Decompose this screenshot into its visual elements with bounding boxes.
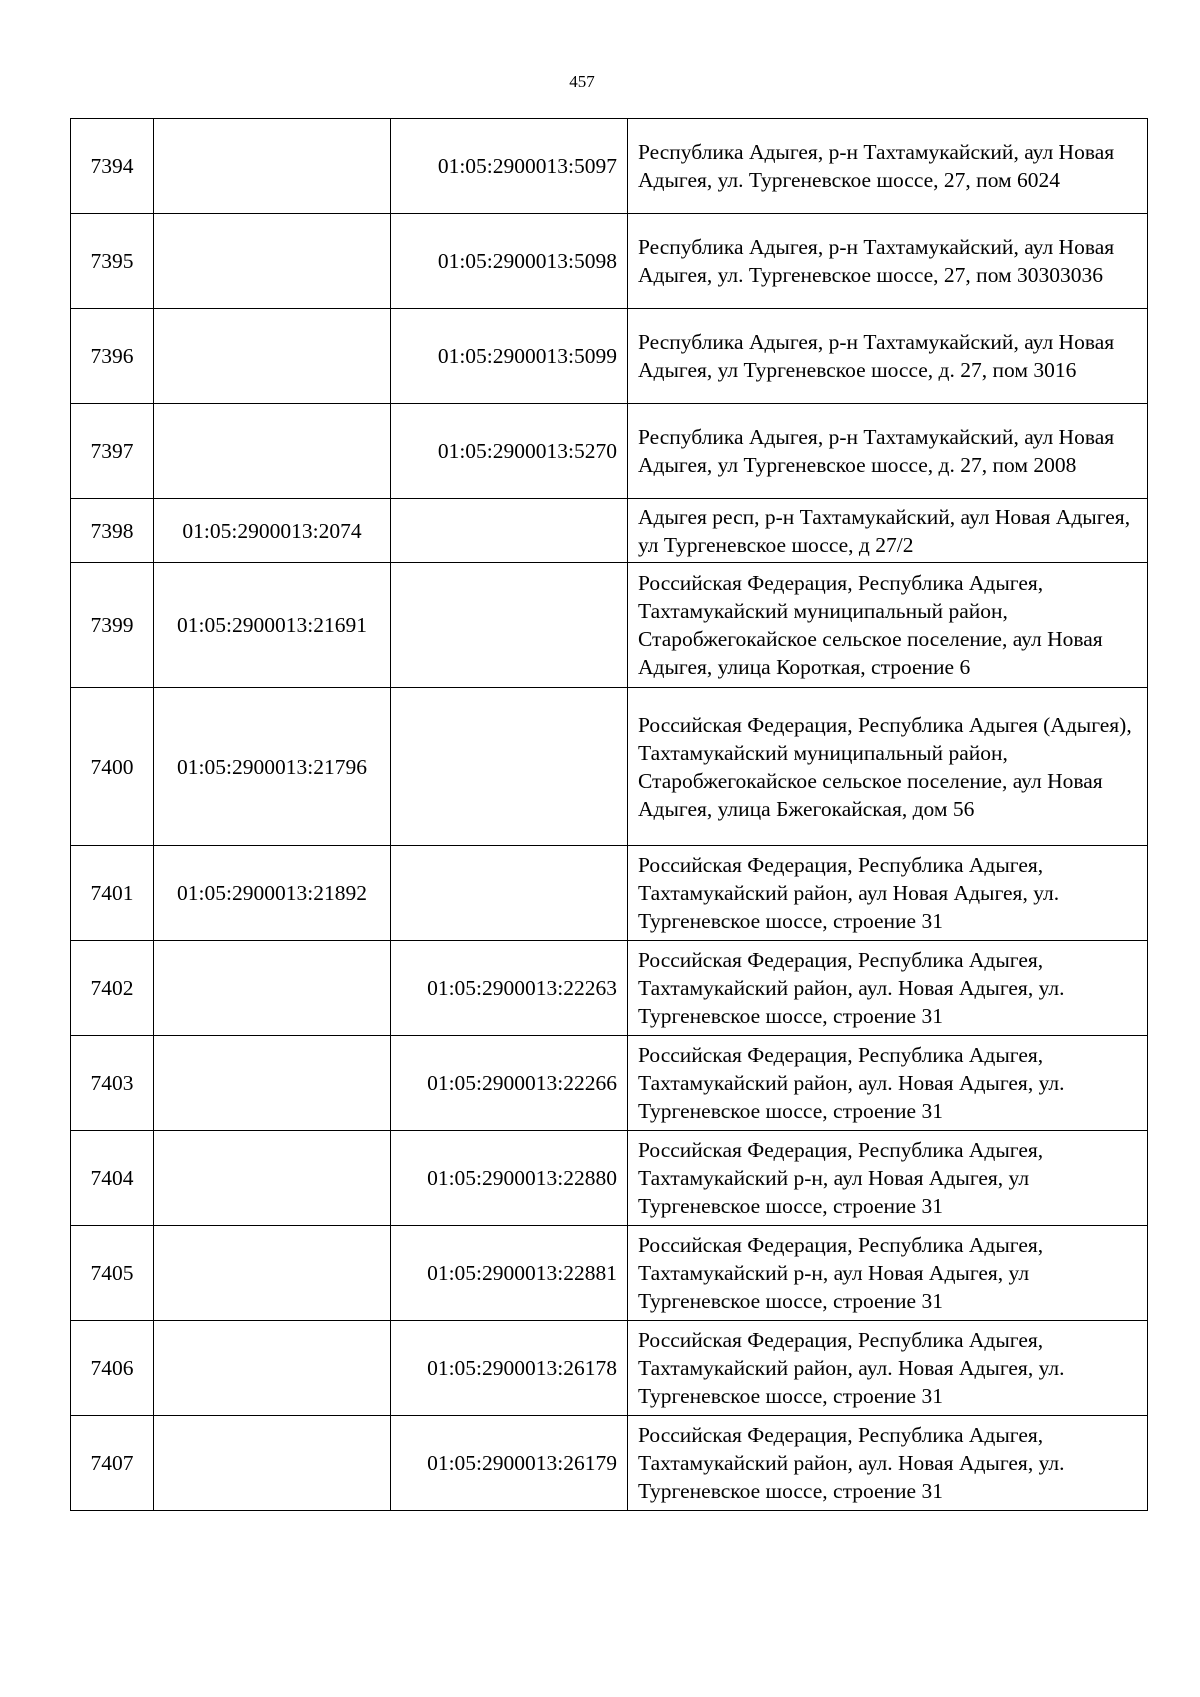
land-cadastral-number xyxy=(154,1036,391,1131)
land-cadastral-number: 01:05:2900013:21796 xyxy=(154,688,391,846)
row-number: 7403 xyxy=(71,1036,154,1131)
land-cadastral-number xyxy=(154,119,391,214)
building-cadastral-number xyxy=(391,499,628,563)
address: Адыгея респ, р-н Тахтамукайский, аул Новая Адыгея, ул Тургеневское шоссе, д 27/2 xyxy=(628,499,1148,563)
building-cadastral-number: 01:05:2900013:22263 xyxy=(391,941,628,1036)
address: Российская Федерация, Республика Адыгея, Тахтамукайский район, аул Новая Адыгея, ул. Тургеневское шоссе, строение 31 xyxy=(628,846,1148,941)
address: Российская Федерация, Республика Адыгея, Тахтамукайский р-н, аул Новая Адыгея, ул Тургеневское шоссе, строение 31 xyxy=(628,1226,1148,1321)
registry-table-body xyxy=(71,119,1148,1511)
land-cadastral-number: 01:05:2900013:2074 xyxy=(154,499,391,563)
building-cadastral-number: 01:05:2900013:22880 xyxy=(391,1131,628,1226)
building-cadastral-number: 01:05:2900013:22266 xyxy=(391,1036,628,1131)
building-cadastral-number xyxy=(391,563,628,688)
building-cadastral-number xyxy=(391,846,628,941)
land-cadastral-number: 01:05:2900013:21691 xyxy=(154,563,391,688)
building-cadastral-number: 01:05:2900013:26179 xyxy=(391,1416,628,1511)
table-row xyxy=(71,214,1148,309)
building-cadastral-number: 01:05:2900013:5098 xyxy=(391,214,628,309)
land-cadastral-number: 01:05:2900013:21892 xyxy=(154,846,391,941)
row-number: 7404 xyxy=(71,1131,154,1226)
building-cadastral-number xyxy=(391,688,628,846)
land-cadastral-number xyxy=(154,1226,391,1321)
address: Республика Адыгея, р-н Тахтамукайский, аул Новая Адыгея, ул Тургеневское шоссе, д. 27, пом 2008 xyxy=(628,404,1148,499)
row-number: 7399 xyxy=(71,563,154,688)
row-number: 7407 xyxy=(71,1416,154,1511)
table-row xyxy=(71,309,1148,404)
address: Российская Федерация, Республика Адыгея, Тахтамукайский район, аул. Новая Адыгея, ул. Тургеневское шоссе, строение 31 xyxy=(628,1416,1148,1511)
address: Республика Адыгея, р-н Тахтамукайский, аул Новая Адыгея, ул. Тургеневское шоссе, 27, пом 30303036 xyxy=(628,214,1148,309)
building-cadastral-number: 01:05:2900013:26178 xyxy=(391,1321,628,1416)
row-number: 7405 xyxy=(71,1226,154,1321)
address: Российская Федерация, Республика Адыгея, Тахтамукайский район, аул. Новая Адыгея, ул. Тургеневское шоссе, строение 31 xyxy=(628,1036,1148,1131)
row-number: 7395 xyxy=(71,214,154,309)
registry-table xyxy=(70,118,1148,1511)
row-number: 7394 xyxy=(71,119,154,214)
table-row xyxy=(71,688,1148,846)
table-row xyxy=(71,1416,1148,1511)
building-cadastral-number: 01:05:2900013:5099 xyxy=(391,309,628,404)
land-cadastral-number xyxy=(154,941,391,1036)
row-number: 7402 xyxy=(71,941,154,1036)
table-row xyxy=(71,404,1148,499)
building-cadastral-number: 01:05:2900013:5270 xyxy=(391,404,628,499)
table-row xyxy=(71,1226,1148,1321)
building-cadastral-number: 01:05:2900013:5097 xyxy=(391,119,628,214)
land-cadastral-number xyxy=(154,214,391,309)
land-cadastral-number xyxy=(154,1131,391,1226)
address: Республика Адыгея, р-н Тахтамукайский, аул Новая Адыгея, ул. Тургеневское шоссе, 27, пом 6024 xyxy=(628,119,1148,214)
land-cadastral-number xyxy=(154,1321,391,1416)
table-row xyxy=(71,563,1148,688)
table-row xyxy=(71,119,1148,214)
row-number: 7396 xyxy=(71,309,154,404)
row-number: 7400 xyxy=(71,688,154,846)
row-number: 7406 xyxy=(71,1321,154,1416)
address: Российская Федерация, Республика Адыгея, Тахтамукайский муниципальный район, Старобжегокайское сельское поселение, аул Новая Адыгея, улица Короткая, строение 6 xyxy=(628,563,1148,688)
table-row xyxy=(71,1036,1148,1131)
address: Российская Федерация, Республика Адыгея, Тахтамукайский район, аул. Новая Адыгея, ул. Тургеневское шоссе, строение 31 xyxy=(628,1321,1148,1416)
land-cadastral-number xyxy=(154,309,391,404)
address: Российская Федерация, Республика Адыгея (Адыгея), Тахтамукайский муниципальный район, Старобжегокайское сельское поселение, аул Новая Адыгея, улица Бжегокайская, дом 56 xyxy=(628,688,1148,846)
land-cadastral-number xyxy=(154,1416,391,1511)
table-row xyxy=(71,1131,1148,1226)
address: Республика Адыгея, р-н Тахтамукайский, аул Новая Адыгея, ул Тургеневское шоссе, д. 27, пом 3016 xyxy=(628,309,1148,404)
table-row xyxy=(71,499,1148,563)
table-row xyxy=(71,1321,1148,1416)
table-row xyxy=(71,941,1148,1036)
page-number: 457 xyxy=(569,72,595,91)
address: Российская Федерация, Республика Адыгея, Тахтамукайский район, аул. Новая Адыгея, ул. Тургеневское шоссе, строение 31 xyxy=(628,941,1148,1036)
land-cadastral-number xyxy=(154,404,391,499)
building-cadastral-number: 01:05:2900013:22881 xyxy=(391,1226,628,1321)
address: Российская Федерация, Республика Адыгея, Тахтамукайский р-н, аул Новая Адыгея, ул Тургеневское шоссе, строение 31 xyxy=(628,1131,1148,1226)
row-number: 7398 xyxy=(71,499,154,563)
row-number: 7401 xyxy=(71,846,154,941)
table-row xyxy=(71,846,1148,941)
row-number: 7397 xyxy=(71,404,154,499)
